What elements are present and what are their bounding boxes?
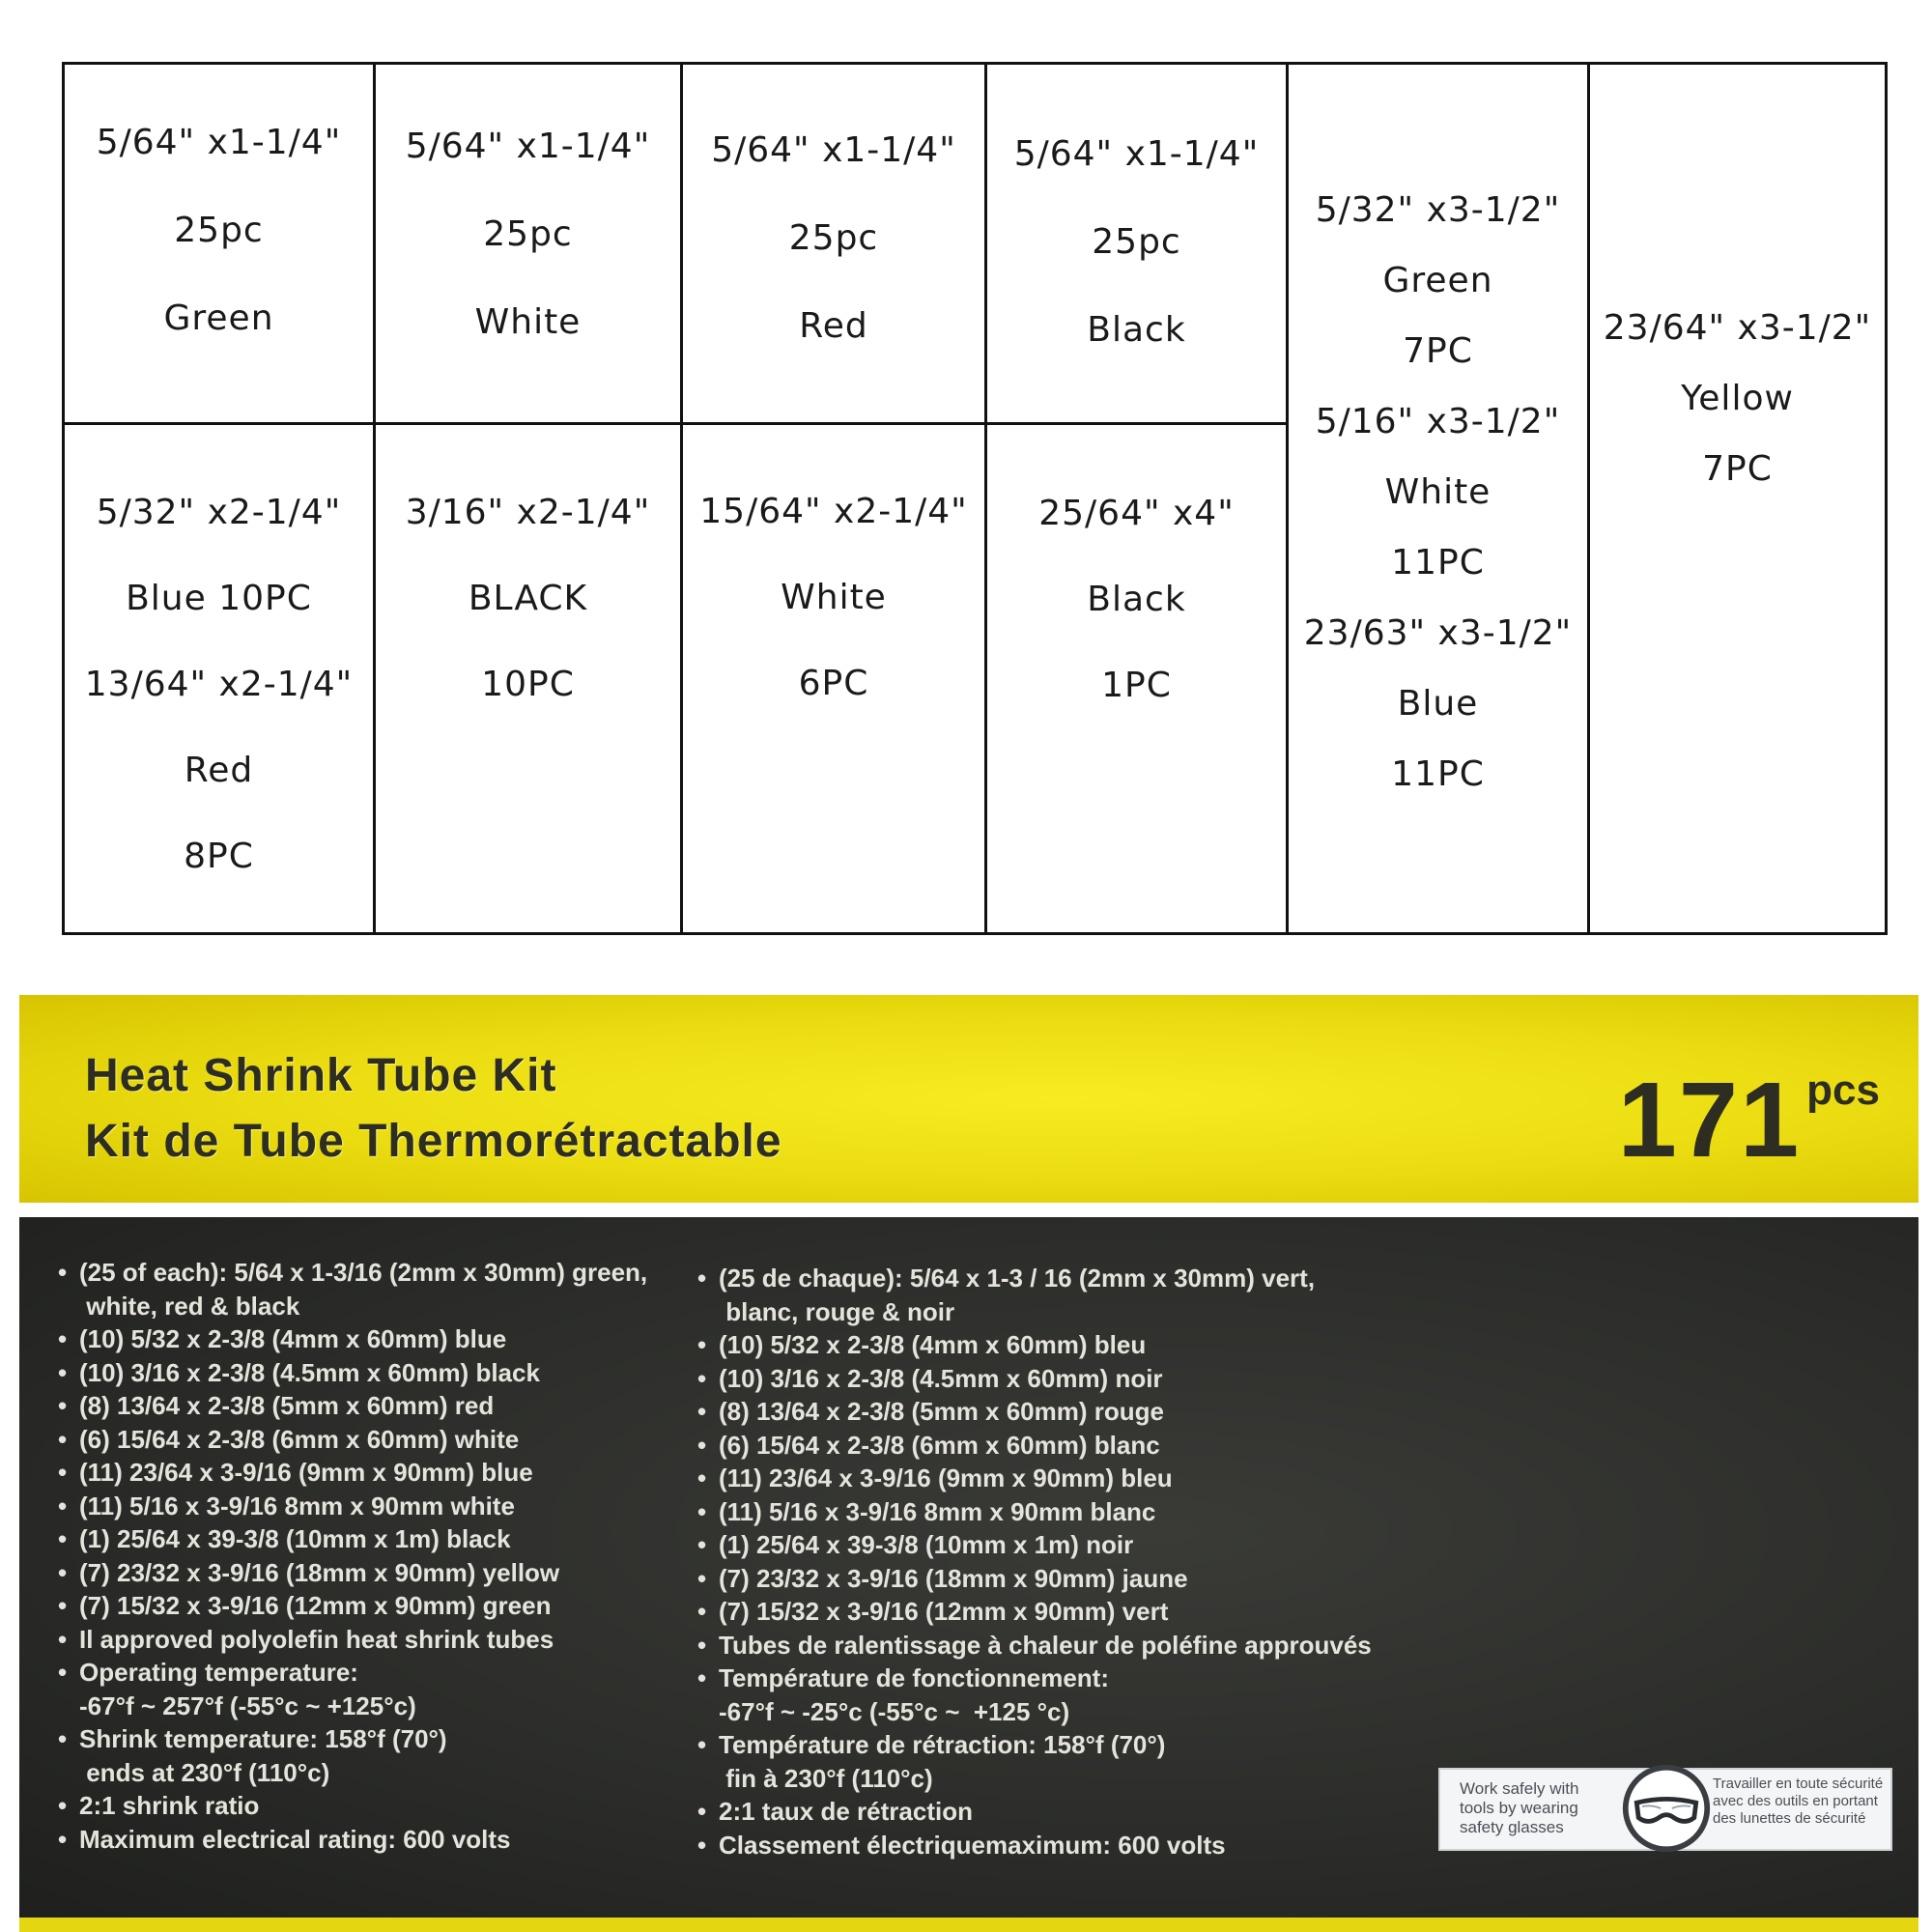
compartment-qty: 25pc	[174, 211, 264, 250]
compartment-size: 5/32" x2-1/4"	[96, 493, 342, 532]
spec-item: • (10) 3/16 x 2-3/8 (4.5mm x 60mm) black	[58, 1356, 647, 1390]
piece-count-number: 171	[1617, 1061, 1802, 1179]
compartment-7	[65, 493, 373, 876]
spec-item: • Shrink temperature: 158°f (70°) ends at 230°f (110°c)	[58, 1722, 647, 1789]
title-english: Heat Shrink Tube Kit	[85, 1050, 557, 1101]
spec-item: • Il approved polyolefin heat shrink tubes	[58, 1623, 647, 1657]
compartment-2	[376, 127, 680, 342]
compartment-1	[65, 123, 373, 338]
compartment-qty: 25pc	[1092, 222, 1181, 262]
spec-item: • (11) 23/64 x 3-9/16 (9mm x 90mm) blue	[58, 1456, 647, 1490]
title-banner	[19, 995, 1918, 1203]
compartment-6	[1590, 308, 1885, 489]
spec-item: • Classement électriquemaximum: 600 volts	[697, 1829, 1372, 1862]
compartment-color: Black	[1087, 580, 1186, 619]
safety-notice	[1438, 1768, 1892, 1851]
safety-text-french: Travailler en toute sécurité avec des outils en portant des lunettes de sécurité	[1713, 1776, 1884, 1827]
compartment-size: 5/16" x3-1/2"	[1315, 402, 1561, 441]
compartment-qty: 11PC	[1391, 543, 1485, 582]
compartment-grid	[62, 62, 1888, 935]
spec-item: • (7) 15/32 x 3-9/16 (12mm x 90mm) green	[58, 1589, 647, 1623]
spec-item: • (7) 23/32 x 3-9/16 (18mm x 90mm) yellow	[58, 1556, 647, 1590]
compartment-color: Green	[1382, 261, 1493, 300]
compartment-qty: 10PC	[481, 665, 575, 704]
compartment-size: 23/63" x3-1/2"	[1303, 613, 1573, 653]
spec-item: • 2:1 shrink ratio	[58, 1789, 647, 1823]
compartment-color: Yellow	[1681, 379, 1794, 418]
compartment-size: 3/16" x2-1/4"	[405, 493, 651, 532]
spec-item: • Tubes de ralentissage à chaleur de poléfine approuvés	[697, 1629, 1372, 1662]
spec-item: • (1) 25/64 x 39-3/8 (10mm x 1m) black	[58, 1522, 647, 1556]
spec-item: • (1) 25/64 x 39-3/8 (10mm x 1m) noir	[697, 1528, 1372, 1562]
compartment-color: White	[474, 302, 582, 342]
spec-item: • Température de rétraction: 158°f (70°) fin à 230°f (110°c)	[697, 1728, 1372, 1795]
spec-item: • (8) 13/64 x 2-3/8 (5mm x 60mm) rouge	[697, 1395, 1372, 1429]
compartment-size: 5/64" x1-1/4"	[405, 127, 651, 166]
compartment-color: White	[781, 578, 887, 617]
spec-list-french	[697, 1262, 1372, 1861]
grid-divider	[65, 422, 1286, 425]
compartment-4	[987, 134, 1286, 350]
compartment-color: White	[1384, 472, 1492, 512]
grid-divider	[1587, 65, 1590, 932]
compartment-9	[683, 492, 984, 703]
spec-item: • (10) 5/32 x 2-3/8 (4mm x 60mm) bleu	[697, 1328, 1372, 1362]
spec-item: • (6) 15/64 x 2-3/8 (6mm x 60mm) blanc	[697, 1429, 1372, 1463]
compartment-qty: 7PC	[1403, 331, 1473, 371]
spec-panel	[19, 1217, 1918, 1918]
spec-item: • Température de fonctionnement: -67°f ~ -25°c (-55°c ~ +125 °c)	[697, 1662, 1372, 1728]
compartment-size: 23/64" x3-1/2"	[1603, 308, 1872, 348]
piece-count-unit: pcs	[1806, 1066, 1880, 1114]
compartment-3	[683, 130, 984, 346]
compartment-color: Red	[184, 751, 254, 790]
spec-list-english	[58, 1256, 647, 1856]
spec-item: • (7) 15/32 x 3-9/16 (12mm x 90mm) vert	[697, 1595, 1372, 1629]
compartment-color: Red	[799, 306, 868, 346]
compartment-size: 5/64" x1-1/4"	[711, 130, 956, 170]
spec-item: • (8) 13/64 x 2-3/8 (5mm x 60mm) red	[58, 1389, 647, 1423]
compartment-size: 5/32" x3-1/2"	[1315, 190, 1561, 230]
compartment-size: 15/64" x2-1/4"	[699, 492, 968, 531]
spec-item: • (11) 5/16 x 3-9/16 8mm x 90mm blanc	[697, 1495, 1372, 1529]
bottom-yellow-strip	[19, 1918, 1918, 1932]
spec-item: • (7) 23/32 x 3-9/16 (18mm x 90mm) jaune	[697, 1562, 1372, 1596]
compartment-qty: 6PC	[798, 664, 869, 703]
compartment-color: BLACK	[468, 579, 588, 618]
compartment-qty: 1PC	[1101, 666, 1172, 705]
compartment-color: Black	[1087, 310, 1186, 350]
compartment-size: 13/64" x2-1/4"	[84, 665, 354, 704]
spec-item: • (10) 5/32 x 2-3/8 (4mm x 60mm) blue	[58, 1322, 647, 1356]
compartment-qty: 25pc	[483, 214, 573, 254]
safety-text-english: Work safely with tools by wearing safety glasses	[1460, 1779, 1579, 1836]
spec-item: • (11) 23/64 x 3-9/16 (9mm x 90mm) bleu	[697, 1462, 1372, 1495]
compartment-size: 5/64" x1-1/4"	[1013, 134, 1260, 174]
compartment-qty: 8PC	[184, 837, 254, 876]
compartment-8	[376, 493, 680, 704]
spec-item: • Maximum electrical rating: 600 volts	[58, 1823, 647, 1857]
spec-item: • (25 de chaque): 5/64 x 1-3 / 16 (2mm x 30mm) vert, blanc, rouge & noir	[697, 1262, 1372, 1328]
compartment-qty: 25pc	[788, 218, 879, 258]
spec-item: • (10) 3/16 x 2-3/8 (4.5mm x 60mm) noir	[697, 1362, 1372, 1396]
title-french: Kit de Tube Thermorétractable	[85, 1116, 782, 1167]
safety-goggles-icon	[1620, 1762, 1713, 1855]
spec-item: • 2:1 taux de rétraction	[697, 1795, 1372, 1829]
compartment-color: Blue 10PC	[126, 579, 312, 618]
spec-item: • (6) 15/64 x 2-3/8 (6mm x 60mm) white	[58, 1423, 647, 1457]
compartment-color: Blue	[1397, 684, 1479, 724]
compartment-color: Green	[163, 298, 274, 338]
compartment-qty: 7PC	[1702, 449, 1773, 489]
compartment-5	[1289, 190, 1587, 794]
spec-item: • (11) 5/16 x 3-9/16 8mm x 90mm white	[58, 1490, 647, 1523]
spec-item: • Operating temperature: -67°f ~ 257°f (-55°c ~ +125°c)	[58, 1656, 647, 1722]
compartment-qty: 11PC	[1391, 754, 1485, 794]
piece-count	[1618, 1059, 1880, 1181]
compartment-size: 5/64" x1-1/4"	[96, 123, 342, 162]
spec-item: • (25 of each): 5/64 x 1-3/16 (2mm x 30mm) green, white, red & black	[58, 1256, 647, 1322]
compartment-10	[987, 494, 1286, 705]
compartment-size: 25/64" x4"	[1038, 494, 1235, 533]
